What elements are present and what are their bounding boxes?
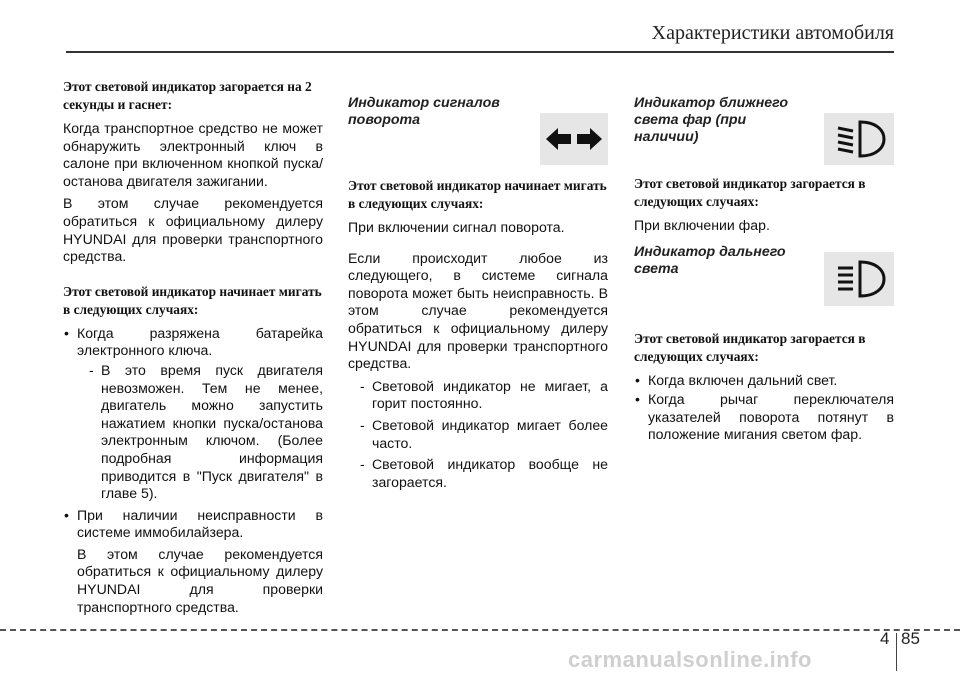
column-1 [63,78,323,616]
section-heading: Индикатор сигналов поворота [348,95,500,128]
sub-item: - Световой индикатор мигает более часто. [348,417,608,452]
list-item: • Когда рычаг переключателя указателей поворота потянут в положение мигания светом фар. [634,391,894,444]
subheading: Этот световой индикатор начинает мигать в следующих случаях: [348,178,607,211]
chapter-number: 4 [880,629,890,648]
column-2 [348,78,608,495]
list-item: • Когда включен дальний свет. [634,372,894,390]
high-beam-icon [824,252,894,306]
subheading: Этот световой индикатор загорается на 2 секунды и гаснет: [63,79,312,112]
watermark: carmanualsonline.info [568,647,812,672]
paragraph: При включении фар. [634,217,770,233]
list-item [63,507,323,542]
header-rule [66,51,894,53]
sub-item: - Световой индикатор вообще не загорается. [348,456,608,491]
subheading: Этот световой индикатор загорается в следующих случаях: [634,330,866,364]
section-heading-row [634,95,894,155]
list-item-text: При наличии неисправности в системе иммобилайзера. [77,506,323,541]
section-heading-row [348,95,608,155]
section-heading: Индикатор дальнего света [634,243,786,277]
subheading: Этот световой индикатор начинает мигать в следующих случаях: [63,283,322,317]
section-heading-row [634,244,894,314]
list-item [63,325,323,503]
column-3 [634,78,894,446]
bullet-list [63,325,323,542]
low-beam-icon [824,113,894,165]
paragraph: При включении сигнал поворота. [348,219,565,235]
list-item-text: Когда разряжена батарейка электронного ключа. [77,324,323,359]
subheading: Этот световой индикатор загорается в следующих случаях: [634,176,866,209]
sub-item: - Световой индикатор не мигает, а горит постоянно. [348,378,608,413]
paragraph: Когда транспортное средство не может обнаружить электронный ключ в салоне при включенном кнопкой пуска/останова двигателя зажигании. [63,120,323,189]
sub-item: - В это время пуск двигателя невозможен. Тем не менее, двигатель можно запустить нажатием кнопки пуска/останова электронным ключом. (Более подробная информация приводится в "Пуск двигателя" в главе 5). [77,362,323,503]
paragraph: Если происходит любое из следующего, в системе сигнала поворота может быть неисправность. В этом случае рекомендуется обратиться к официальному дилеру HYUNDAI для проверки транспортного средства. [348,249,608,372]
paragraph: В этом случае рекомендуется обратиться к официальному дилеру HYUNDAI для проверки транспортного средства. [77,545,323,615]
bullet-list [634,372,894,444]
footer-dashed-rule [0,629,960,631]
turn-signal-arrows-icon [540,113,608,165]
page-number: 85 [901,629,920,648]
page-number-separator [896,633,897,671]
page-header-title: Характеристики автомобиля [651,22,894,44]
section-heading: Индикатор ближнего света фар (при наличии) [634,95,789,145]
paragraph: В этом случае рекомендуется обратиться к официальному дилеру HYUNDAI для проверки транспортного средства. [63,195,323,265]
